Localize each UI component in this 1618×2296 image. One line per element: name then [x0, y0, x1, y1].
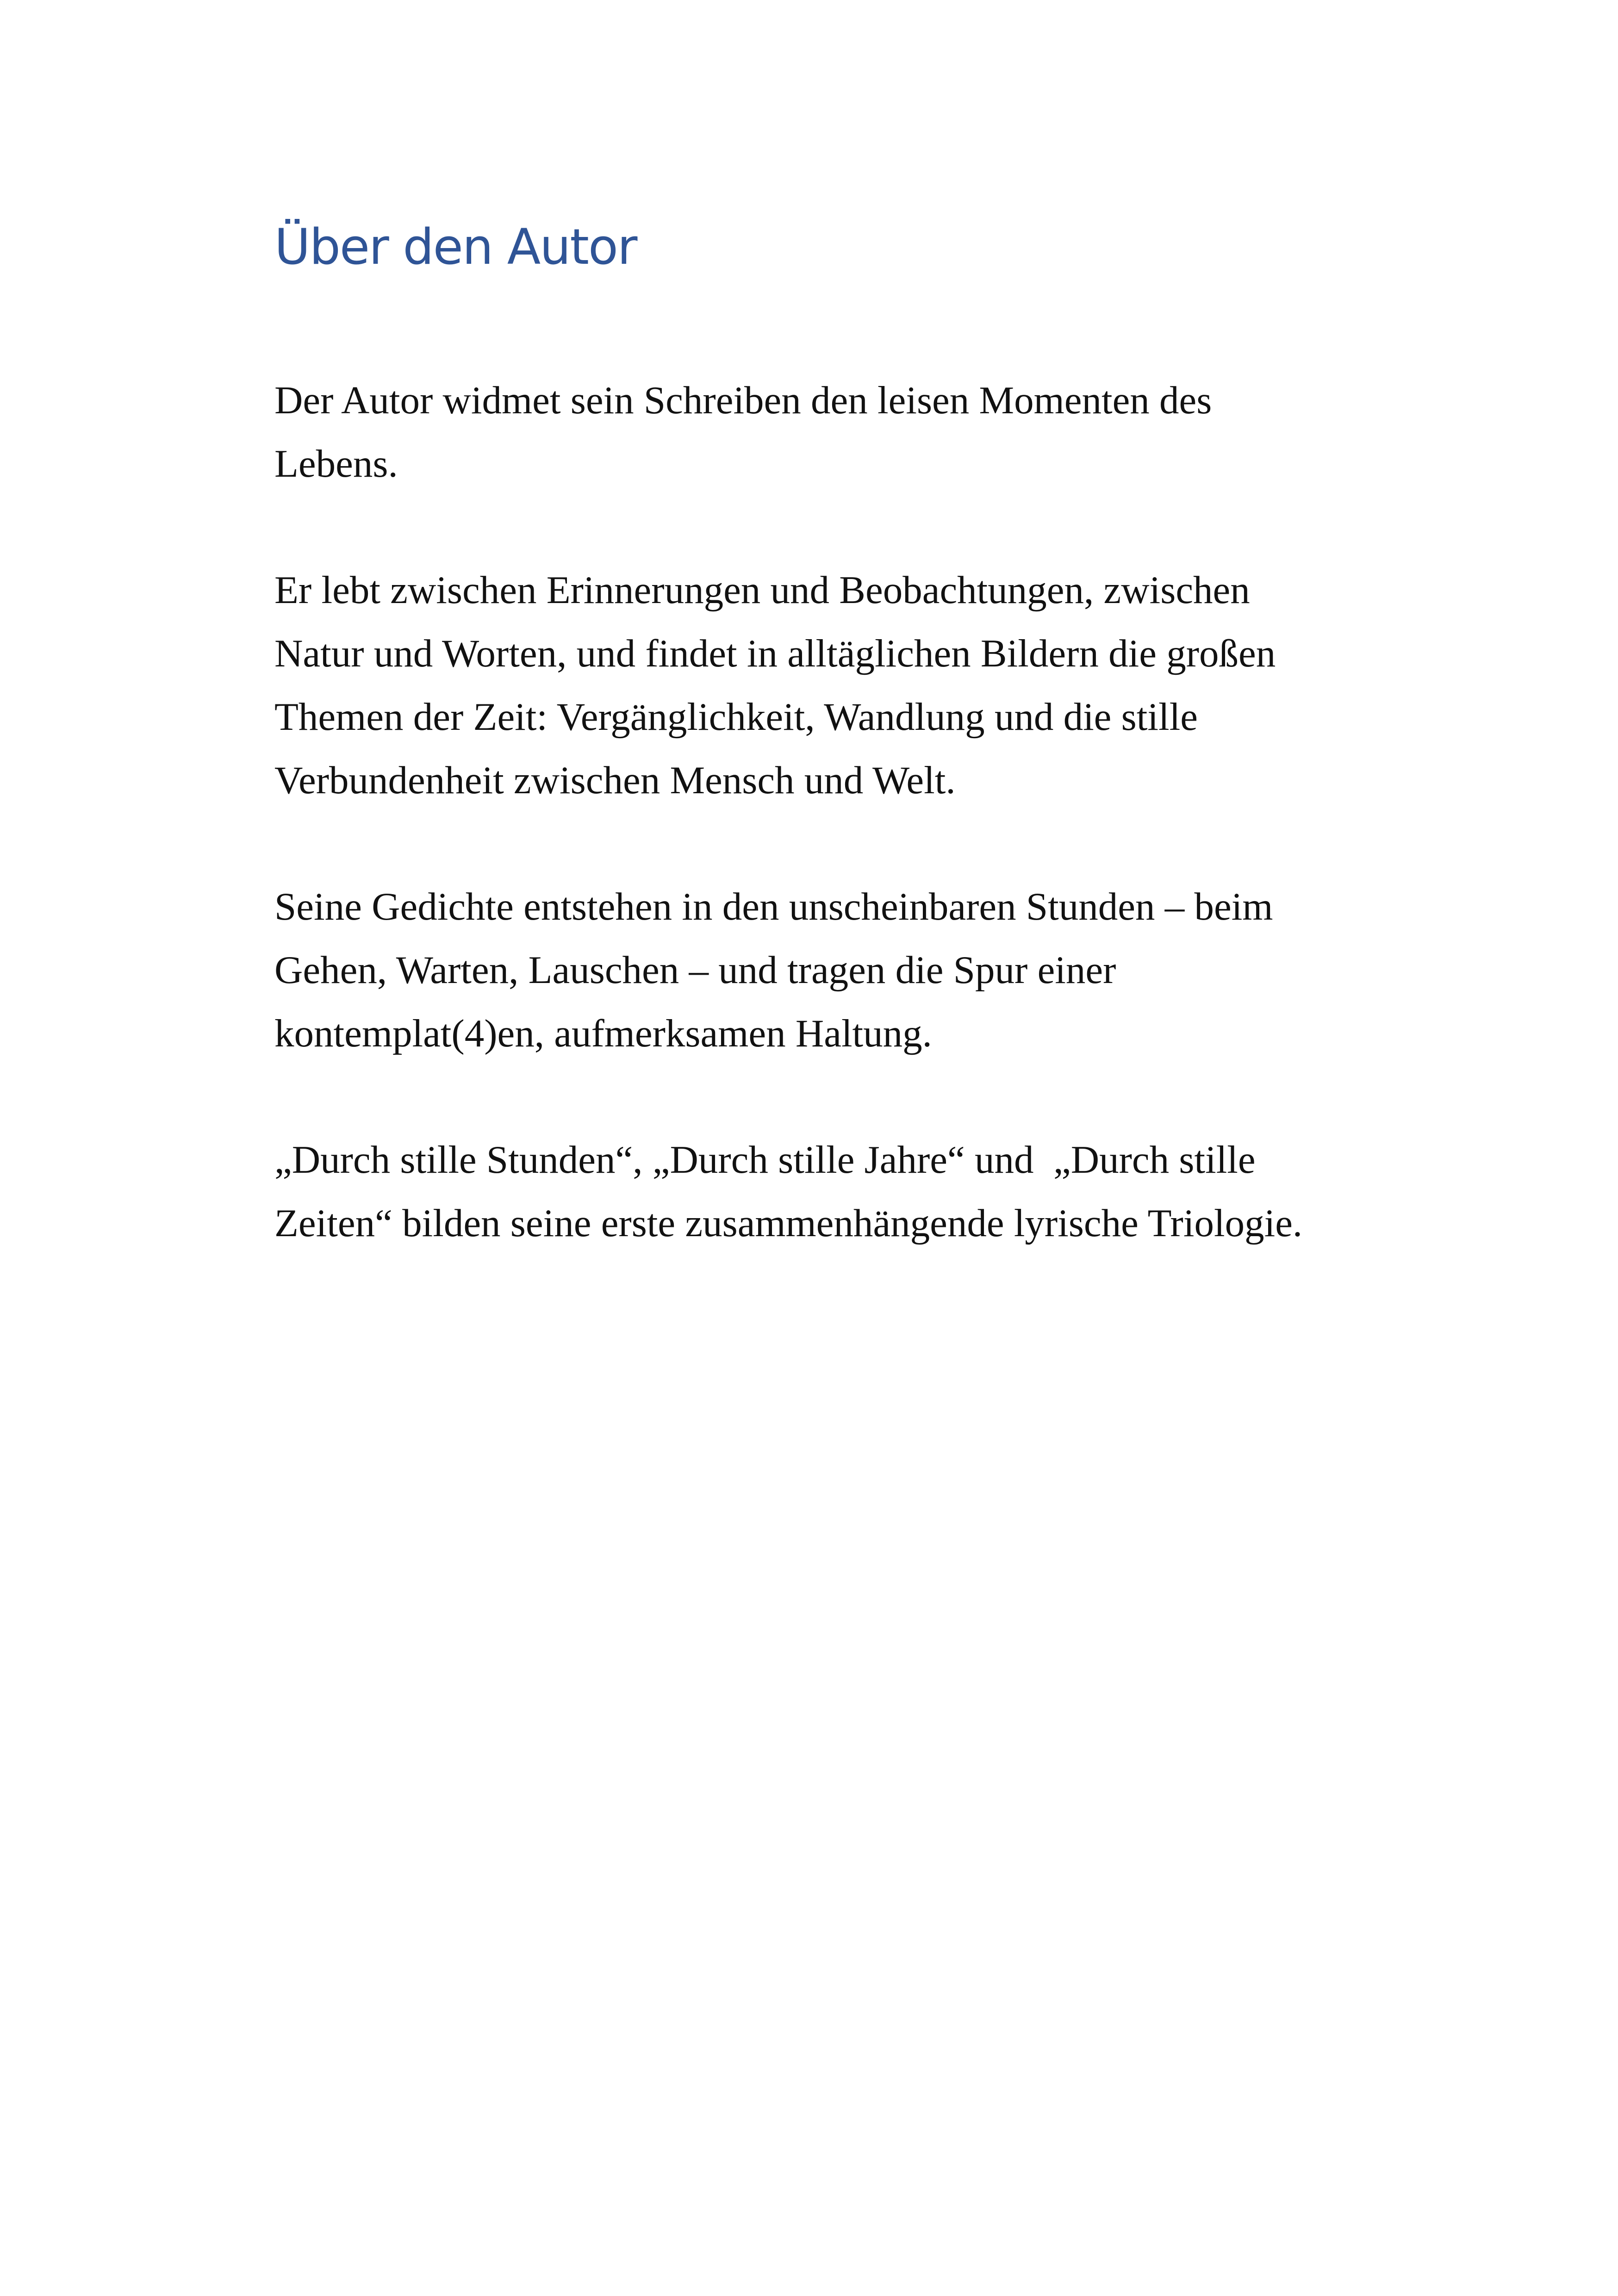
page-heading: Über den Autor: [274, 218, 637, 275]
paragraph-themes: Er lebt zwischen Erinnerungen und Beobachtungen, zwischen Natur und Worten, und findet in alltäglichen Bildern die großen Themen der Zeit: Vergänglichkeit, Wandlung und die stille Verbundenheit zwischen Mensch und Welt.: [274, 568, 1276, 803]
body-text: [274, 369, 1394, 1255]
paragraph-trilogy: „Durch stille Stunden“, „Durch stille Jahre“ und „Durch stille Zeiten“ bilden seine erste zusammenhängende lyrische Triologie.: [274, 1138, 1303, 1245]
paragraph-poems: Seine Gedichte entstehen in den unscheinbaren Stunden – beim Gehen, Warten, Lauschen – und tragen die Spur einer kontemplat(4)en, aufmerksamen Haltung.: [274, 885, 1273, 1056]
paragraph-intro: Der Autor widmet sein Schreiben den leisen Momenten des Lebens.: [274, 379, 1212, 486]
page-content: [274, 218, 1394, 1318]
